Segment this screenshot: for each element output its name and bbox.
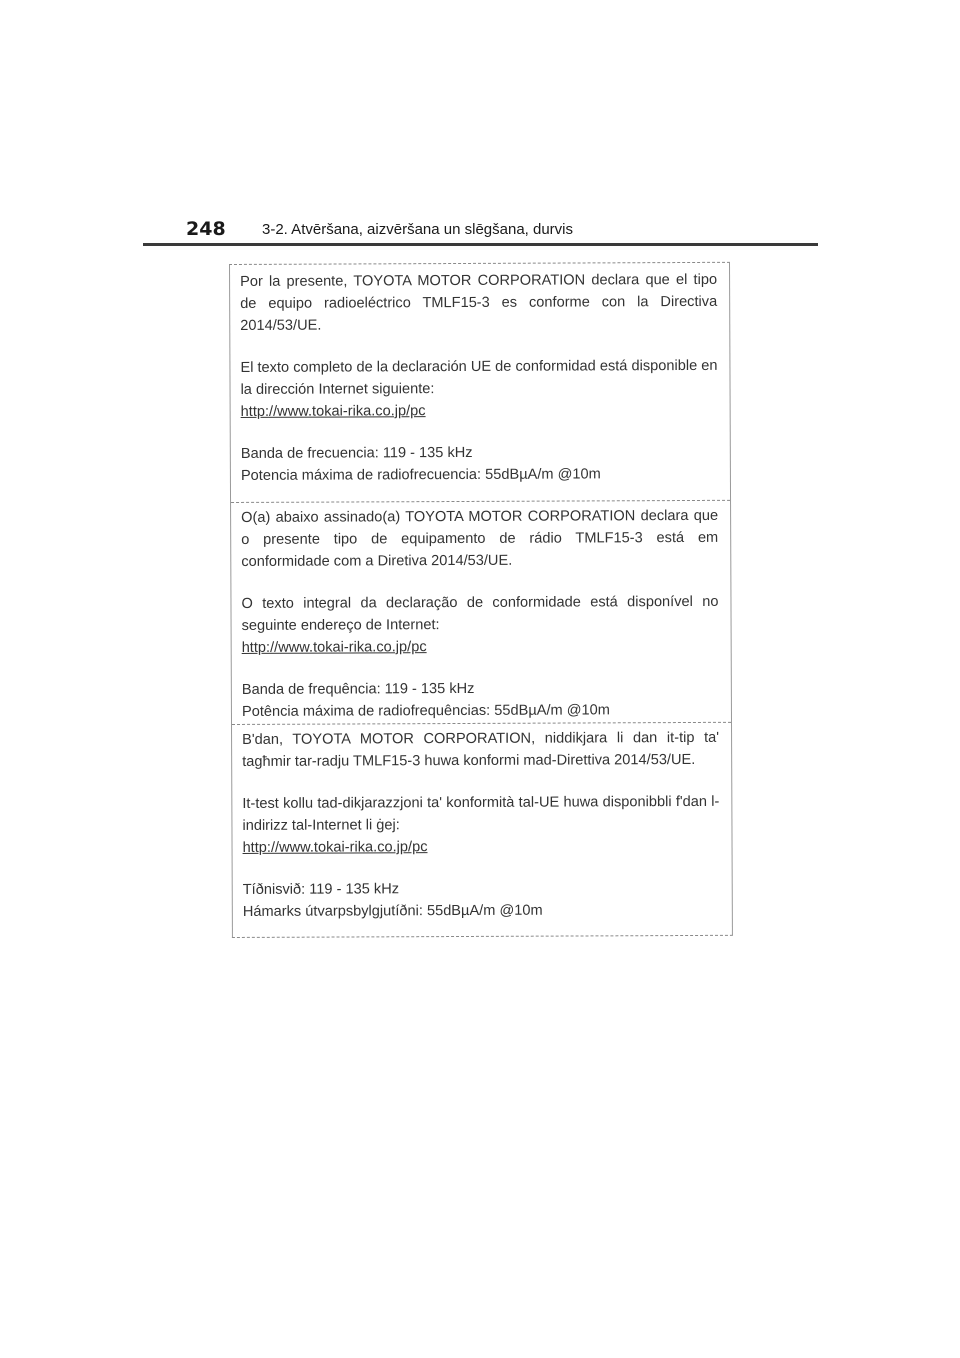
declaration-text: O texto integral da declaração de conformidade está disponível no seguinte endereço de Internet: [241, 593, 719, 634]
declaration-block-portuguese [231, 500, 731, 723]
frequency-band: Banda de frecuencia: 119 - 135 kHz [240, 444, 473, 462]
declaration-intro: B'dan, TOYOTA MOTOR CORPORATION, niddikjara li dan it-tip ta' tagħmir tar-radju TMLF15-3 huwa konformi mad-Direttiva 2014/53/UE. [242, 729, 720, 770]
declaration-url[interactable]: http://www.tokai-rika.co.jp/pc [242, 839, 428, 856]
frequency-band: Tíðnisvið: 119 - 135 kHz [242, 881, 400, 898]
declaration-block-spanish [230, 269, 730, 487]
declaration-text: It-test kollu tad-dikjarazzjoni ta' konformità tal-UE huwa disponibbli f'dan l-indirizz tal-Internet li ġej: [242, 793, 720, 834]
frequency-band: Banda de frequência: 119 - 135 kHz [241, 680, 475, 698]
max-power: Potencia máxima de radiofrecuencia: 55dBµA/m @10m [240, 466, 601, 484]
declaration-intro: Por la presente, TOYOTA MOTOR CORPORATION declara que el tipo de equipo radioeléctrico TMLF15-3 es conforme con la Directiva 2014/53/UE. [240, 271, 718, 334]
declaration-block-maltese [232, 722, 732, 923]
max-power: Potência máxima de radiofrequências: 55dBµA/m @10m [241, 702, 610, 720]
declaration-text: El texto completo de la declaración UE de conformidad está disponible en la dirección Internet siguiente: [240, 357, 718, 398]
page-number: 248 [186, 218, 226, 240]
declaration-url[interactable]: http://www.tokai-rika.co.jp/pc [240, 403, 426, 420]
declaration-intro: O(a) abaixo assinado(a) TOYOTA MOTOR CORPORATION declara que o presente tipo de equipamento de rádio TMLF15-3 está em conformidade com a Diretiva 2014/53/UE. [241, 507, 719, 570]
declaration-url[interactable]: http://www.tokai-rika.co.jp/pc [241, 639, 427, 656]
section-title: 3-2. Atvēršana, aizvēršana un slēgšana, durvis [262, 221, 574, 238]
header-divider [143, 243, 818, 246]
declaration-scan [229, 262, 733, 938]
max-power: Hámarks útvarpsbylgjutíðni: 55dBµA/m @10m [242, 902, 543, 920]
